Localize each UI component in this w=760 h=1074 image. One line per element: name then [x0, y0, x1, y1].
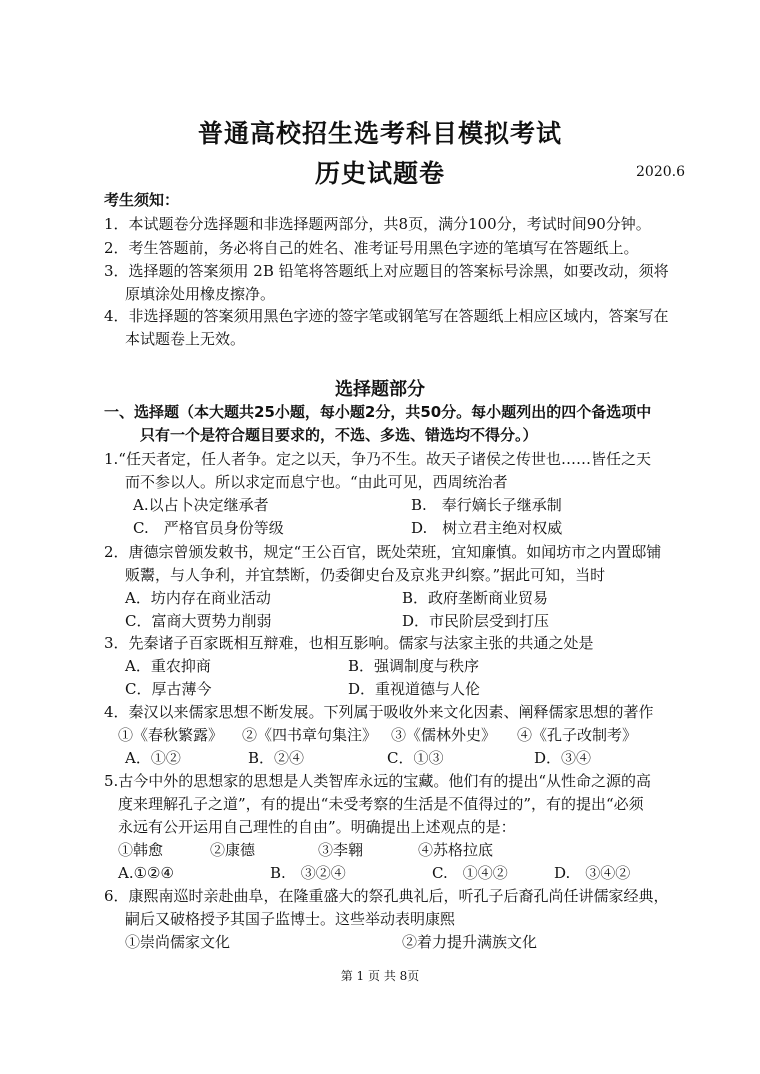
answer-option: C. 严格官员身份等级: [133, 519, 284, 537]
question-stem: 1.“任天者定，任人者争。定之以天，争乃不生。故天子诸侯之传世也……皆任之天: [104, 450, 651, 468]
exam-date: 2020.6: [636, 164, 685, 180]
question-stem: 永远有公开运用自己理性的自由”。明确提出上述观点的是：: [118, 818, 516, 836]
answer-option: B．②④: [248, 749, 305, 767]
answer-option: A．重农抑商: [125, 657, 211, 675]
question-stem: 3．先秦诸子百家既相互辩难，也相互影响。儒家与法家主张的共通之处是: [104, 634, 594, 652]
answer-option: B．政府垄断商业贸易: [402, 589, 549, 607]
answer-option: B．强调制度与秩序: [348, 657, 480, 675]
answer-option: C．富商大贾势力削弱: [125, 612, 272, 630]
answer-option: C．①③: [387, 749, 444, 767]
section-title: 选择题部分: [335, 379, 425, 400]
answer-option: D．市民阶层受到打压: [402, 612, 550, 630]
section-instruction: 只有一个是符合题目要求的，不选、多选、错选均不得分。）: [140, 426, 538, 444]
answer-option: C．厚古薄今: [125, 680, 212, 698]
answer-option: A．①②: [125, 749, 181, 767]
answer-option: A.以占卜决定继承者: [133, 496, 269, 514]
answer-option: A．坊内存在商业活动: [125, 589, 271, 607]
notice-heading: 考生须知：: [104, 191, 180, 209]
answer-option: B. ③②④: [270, 864, 346, 882]
section-instruction: 一、选择题（本大题共25小题，每小题2分，共50分。每小题列出的四个备选项中: [104, 403, 652, 421]
notice-item: 4．非选择题的答案须用黑色字迹的签字笔或钢笔写在答题纸上相应区域内，答案写在: [104, 307, 669, 325]
answer-option: B. 奉行嫡长子继承制: [411, 496, 562, 514]
statement-option: ③李翱: [318, 841, 364, 859]
answer-option: C. ①④②: [432, 864, 508, 882]
notice-item: 1．本试题卷分选择题和非选择题两部分，共8页，满分100分，考试时间90分钟。: [104, 215, 651, 233]
statement-option: ①《春秋繁露》: [118, 726, 224, 744]
answer-option: D. 树立君主绝对权威: [411, 519, 563, 537]
statement-option: ③《儒林外史》: [391, 726, 497, 744]
answer-option: A.①②④: [118, 864, 174, 882]
statement-option: ①韩愈: [118, 841, 164, 859]
statement-option: ①崇尚儒家文化: [125, 933, 231, 951]
page-title: 普通高校招生选考科目模拟考试: [197, 119, 562, 148]
question-stem: 6．康熙南巡时亲赴曲阜，在隆重盛大的祭孔典礼后，听孔子后裔孔尚任讲儒家经典，: [104, 887, 669, 905]
notice-item: 原填涂处用橡皮擦净。: [125, 285, 276, 303]
question-stem: 贩鬻，与人争利，并宜禁断，仍委御史台及京兆尹纠察。”据此可知，当时: [125, 566, 606, 584]
question-stem: 度来理解孔子之道”，有的提出“未受考察的生活是不值得过的”，有的提出“必须: [118, 795, 644, 813]
statement-option: ②着力提升满族文化: [402, 933, 538, 951]
notice-item: 本试题卷上无效。: [125, 330, 246, 348]
question-stem: 2．唐德宗曾颁发敕书，规定“王公百官，既处荣班，宜知廉慎。如闻坊市之内置邸铺: [104, 543, 662, 561]
notice-item: 2．考生答题前，务必将自己的姓名、准考证号用黑色字迹的笔填写在答题纸上。: [104, 239, 639, 257]
notice-item: 3．选择题的答案须用 2B 铅笔将答题纸上对应题目的答案标号涂黑，如要改动，须将: [104, 262, 669, 280]
statement-option: ②《四书章句集注》: [242, 726, 378, 744]
question-stem: 4．秦汉以来儒家思想不断发展。下列属于吸收外来文化因素、阐释儒家思想的著作: [104, 703, 654, 721]
statement-option: ④《孔子改制考》: [517, 726, 638, 744]
question-stem: 而不参以人。所以求定而息宁也。“由此可见，西周统治者: [125, 473, 508, 491]
statement-option: ②康德: [210, 841, 256, 859]
answer-option: D．重视道德与人伦: [348, 680, 481, 698]
answer-option: D．③④: [534, 749, 592, 767]
page-number: 第 1 页 共 8页: [340, 969, 420, 983]
question-stem: 5.古今中外的思想家的思想是人类智库永远的宝藏。他们有的提出“从性命之源的高: [104, 772, 651, 790]
statement-option: ④苏格拉底: [418, 841, 494, 859]
answer-option: D. ③④②: [554, 864, 631, 882]
page-subtitle: 历史试题卷: [314, 159, 445, 188]
question-stem: 嗣后又破格授予其国子监博士。这些举动表明康熙: [125, 910, 456, 928]
